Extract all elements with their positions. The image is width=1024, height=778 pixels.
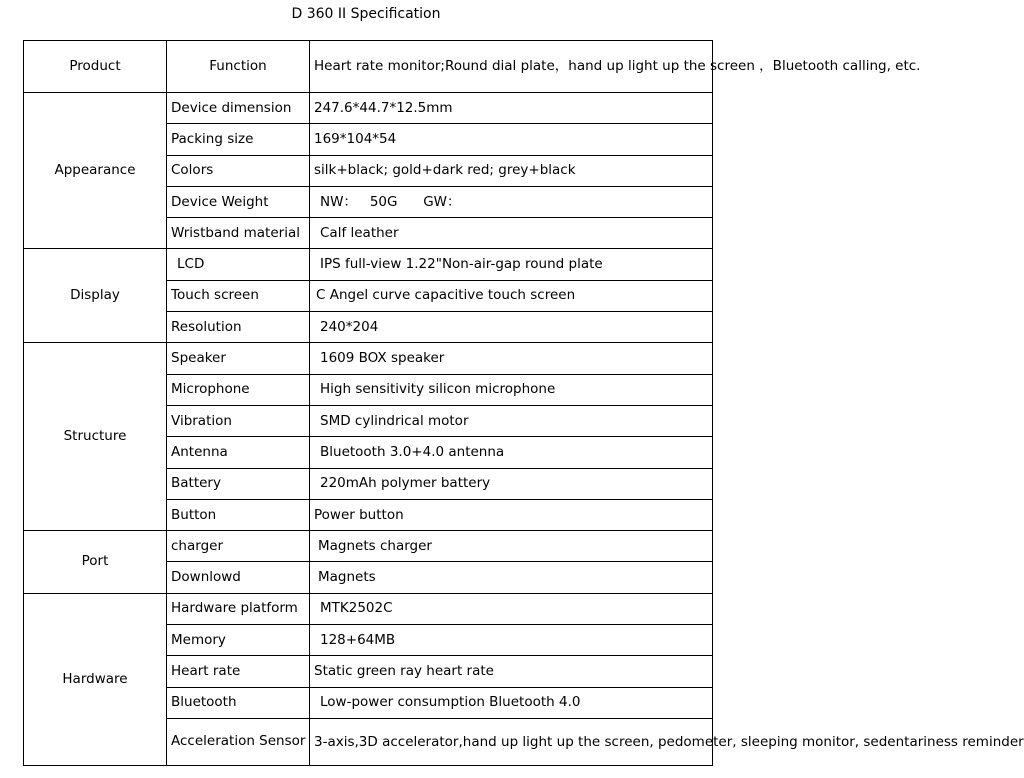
row-label: Device Weight bbox=[167, 186, 310, 217]
row-label: Hardware platform bbox=[167, 593, 310, 624]
row-label: Resolution bbox=[167, 312, 310, 343]
row-value: MTK2502C bbox=[310, 593, 713, 624]
row-value: SMD cylindrical motor bbox=[310, 405, 713, 436]
row-label: Downlowd bbox=[167, 562, 310, 593]
row-value: Magnets bbox=[310, 562, 713, 593]
group-display: Display bbox=[24, 249, 167, 343]
row-label: Wristband material bbox=[167, 218, 310, 249]
row-value: 220mAh polymer battery bbox=[310, 468, 713, 499]
row-value: Low-power consumption Bluetooth 4.0 bbox=[310, 687, 713, 718]
group-hardware: Hardware bbox=[24, 593, 167, 765]
table-row bbox=[24, 249, 713, 280]
row-value: Static green ray heart rate bbox=[310, 656, 713, 687]
row-value: 128+64MB bbox=[310, 625, 713, 656]
table-row bbox=[24, 343, 713, 374]
specification-table bbox=[23, 40, 1024, 766]
group-port: Port bbox=[24, 531, 167, 594]
group-appearance: Appearance bbox=[24, 93, 167, 249]
row-label: Speaker bbox=[167, 343, 310, 374]
row-value: 1609 BOX speaker bbox=[310, 343, 713, 374]
row-label: Memory bbox=[167, 625, 310, 656]
row-value: 240*204 bbox=[310, 312, 713, 343]
row-label: Touch screen bbox=[167, 280, 310, 311]
table-header-row bbox=[24, 41, 713, 93]
row-value: Power button bbox=[310, 499, 713, 530]
row-value: High sensitivity silicon microphone bbox=[310, 374, 713, 405]
row-value: C Angel curve capacitive touch screen bbox=[310, 280, 713, 311]
row-value: IPS full-view 1.22"Non-air-gap round plate bbox=[310, 249, 713, 280]
row-label: Colors bbox=[167, 155, 310, 186]
row-label: Heart rate bbox=[167, 656, 310, 687]
row-label: Button bbox=[167, 499, 310, 530]
row-label: Microphone bbox=[167, 374, 310, 405]
document-title: D 360 II Specification bbox=[291, 6, 441, 22]
row-value: NW： 50G GW： bbox=[310, 186, 713, 217]
row-label: LCD bbox=[167, 249, 310, 280]
row-label: Bluetooth bbox=[167, 687, 310, 718]
row-label: Antenna bbox=[167, 437, 310, 468]
row-label: Acceleration Sensor bbox=[167, 718, 310, 765]
header-function: Function bbox=[167, 41, 310, 93]
table-row bbox=[24, 531, 713, 562]
row-value: 3-axis,3D accelerator,hand up light up the screen, pedometer, sleeping monitor, sedentariness reminder bbox=[310, 718, 713, 765]
row-value: Bluetooth 3.0+4.0 antenna bbox=[310, 437, 713, 468]
row-label: Battery bbox=[167, 468, 310, 499]
header-feature-summary: Heart rate monitor;Round dial plate，hand up light up the screen ，Bluetooth calling, etc. bbox=[310, 41, 713, 93]
row-value: 247.6*44.7*12.5mm bbox=[310, 93, 713, 124]
row-label: Vibration bbox=[167, 405, 310, 436]
row-value: Magnets charger bbox=[310, 531, 713, 562]
row-label: Packing size bbox=[167, 124, 310, 155]
row-label: charger bbox=[167, 531, 310, 562]
row-value: 169*104*54 bbox=[310, 124, 713, 155]
header-product: Product bbox=[24, 41, 167, 93]
table-row bbox=[24, 93, 713, 124]
row-value: Calf leather bbox=[310, 218, 713, 249]
row-label: Device dimension bbox=[167, 93, 310, 124]
group-structure: Structure bbox=[24, 343, 167, 531]
row-value: silk+black; gold+dark red; grey+black bbox=[310, 155, 713, 186]
table-row bbox=[24, 593, 713, 624]
